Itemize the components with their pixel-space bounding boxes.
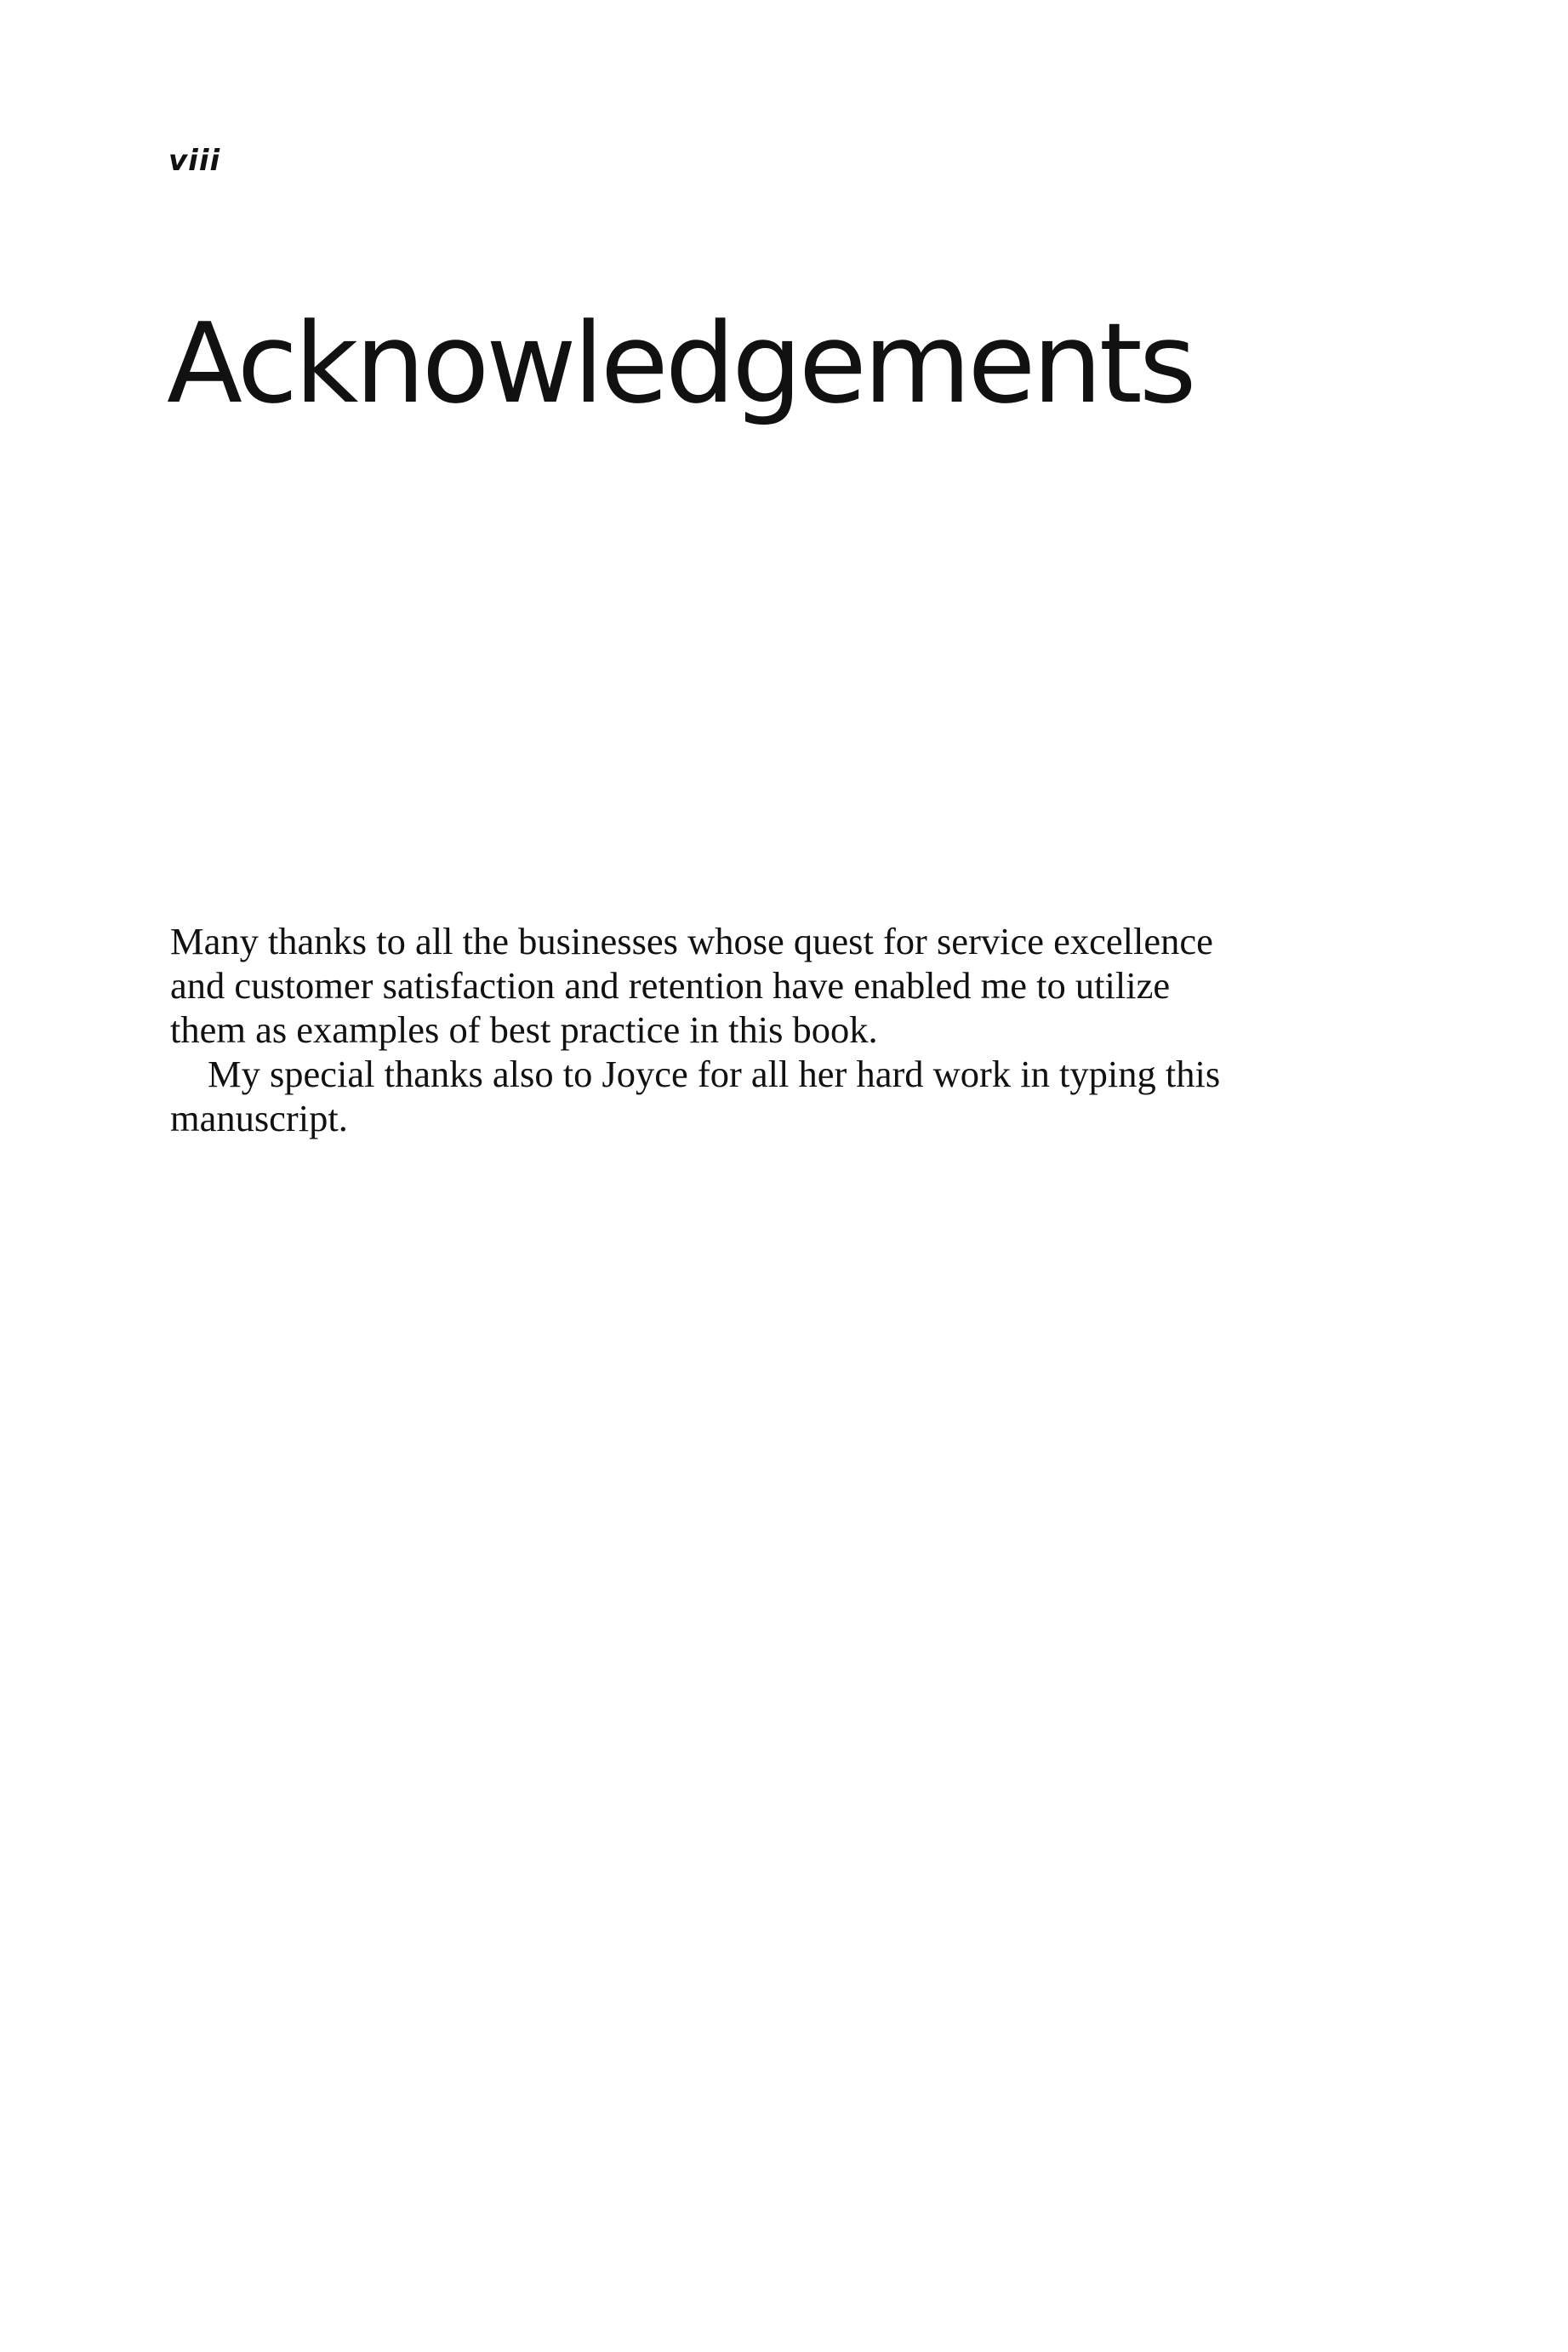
paragraph-thanks-businesses — [170, 919, 1395, 1052]
text-line: manuscript. — [170, 1097, 348, 1139]
text-line: Many thanks to all the businesses whose quest for service excellence — [170, 920, 1213, 962]
page-number: viii — [168, 144, 221, 178]
paragraph-thanks-joyce — [170, 1052, 1395, 1140]
text-line: and customer satisfaction and retention have enabled me to utilize — [170, 964, 1171, 1007]
text-line: My special thanks also to Joyce for all her hard work in typing this — [208, 1053, 1221, 1095]
chapter-title: Acknowledgements — [167, 299, 1194, 428]
text-line: them as examples of best practice in this book. — [170, 1008, 878, 1051]
acknowledgements-body — [170, 919, 1395, 1140]
